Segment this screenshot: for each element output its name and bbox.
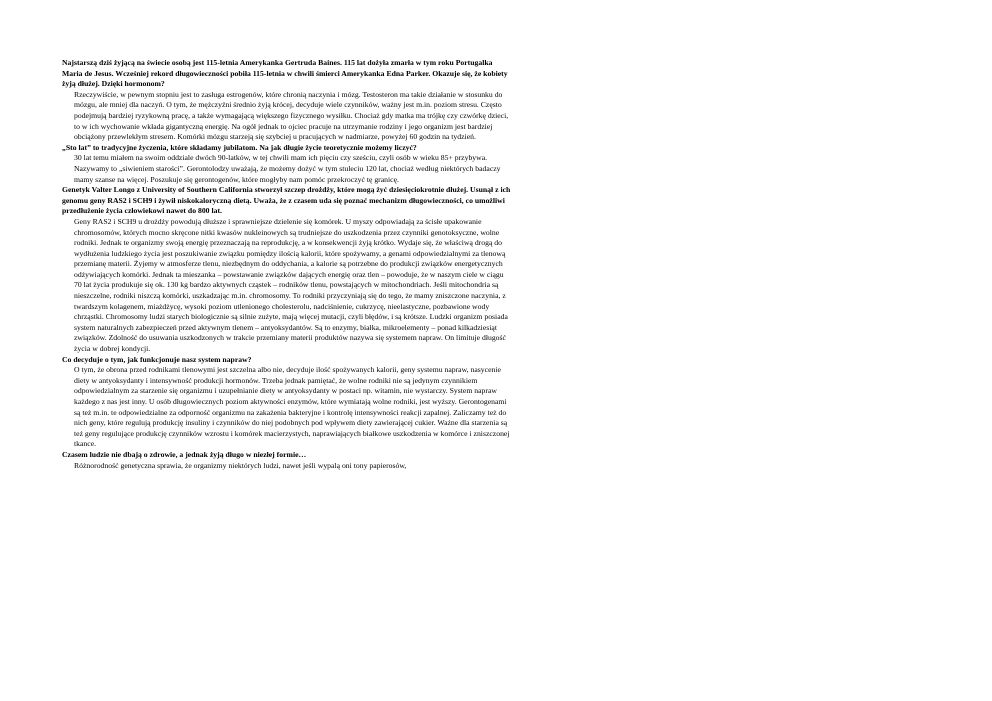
answer-1: Rzeczywiście, w pewnym stopniu jest to zasługa estrogenów, które chronią naczynia i mózg. Testosteron ma takie działanie w stosunku do mózgu, ale mniej dla naczyń. O tym, że mężczyźni średnio żyją krócej, decyduje wiele czynników, ważny jest m.in. poziom stresu. Często podejmują bardziej ryzykowną pracę, a także wymagającą większego fizycznego wysiłku. Chociaż gdy matka ma trójkę czy czwórkę dzieci, to w ich wychowanie wkłada gigantyczną energię. Na ogół jednak to ojciec pracuje na utrzymanie rodziny i jego organizm jest bardziej obciążony przewlekłym stresem. Komórki mózgu starzeją się szybciej u pracujących w nadmiarze, powyżej 60 godzin na tydzień. [74,89,509,142]
answer-4: O tym, że obrona przed rodnikami tlenowymi jest szczelna albo nie, decyduje ilość spożywanych kalorii, geny systemu napraw, nasycenie diety w antyoksydanty i intensywność produkcji hormonów. Trzeba jednak pamiętać, że wolne rodniki nie są jedynym czynnikiem odpowiedzialnym za starzenie się organizmu i uzupełnianie diety w antyoksydanty w postaci np. witamin, nie wystarczy. System napraw każdego z nas jest inny. U osób długowiecznych poziom aktywności enzymów, które wymiatają wolne rodniki, jest wyższy. Gerontogenami są też m.in. te odpowiedzialne za odporność organizmu na zakażenia bakteryjne i kontrolę intensywności reakcji zapalnej. Zaliczamy też do nich geny, które regulują produkcję insuliny i czynników do niej podobnych pod wpływem diety zawierającej cukier. Ważne dla starzenia są też geny regulujące produkcję czynników wzrostu i komórek macierzystych, naprawiających białkowe uszkodzenia w komórce i zniszczonej tkance. [74,365,510,449]
answer-3: Geny RAS2 i SCH9 u drożdży powodują dłuższe i sprawniejsze dzielenie się komórek. U myszy odpowiadają za ścisłe upakowanie chromosomów, których mocno skręcone nitki kwasów nukleinowych są trudniejsze do uszkodzenia przez czynniki genotoksyczne, wolne rodniki. Jednak te organizmy swoją energię przeznaczają na reprodukcję, a w konsekwencji żyją krótko. Wydaje się, że właściwą drogą do wydłużenia ludzkiego życia jest poszukiwanie związku pomiędzy ilością kalorii, które spożywamy, a genami odpowiedzialnymi za tlenową przemianę materii. Żyjemy w atmosferze tlenu, niezbędnym do oddychania, a kalorie są potrzebne do produkcji związków energetycznych odżywiających komórki. Jednak ta mieszanka – powstawanie związków dających energię oraz tlen – powoduje, że w naszym ciele w ciągu 70 lat życia produkuje się ok. 130 kg bardzo aktywnych cząstek – rodników tlenu, powstających w mitochondriach. Jeśli mitochondria są nieszczelne, rodniki niszczą komórki, uszkadzając m.in. chromosomy. To rodniki przyczyniają się do tego, że mamy zniszczone naczynia, z twardszym kolagenem, miażdżycę, wysoki poziom utlenionego cholesterolu, nadciśnienie, cukrzycę, nieelastyczne, pozbawione wody chrząstki. Chromosomy ludzi starych biologicznie są silnie zużyte, mają więcej mutacji, czyli błędów, i są krótsze. Ludzki organizm posiada system naturalnych zabezpieczeń przed aktywnym tlenem – antyoksydantów. Są to enzymy, białka, mikroelementy – ponad kilkadziesiąt związków. Zdolność do usuwania uszkodzonych w trakcie przemiany materii produktów nazywa się systemem napraw. On limituje długość życia w dobrej kondycji. [74,216,508,354]
answer-2: 30 lat temu miałem na swoim oddziale dwóch 90-latków, w tej chwili mam ich pięciu czy sześciu, czyli osób w wieku 85+ przybywa. Nazywamy to „siwieniem starości”. Gerontolodzy uważają, że możemy dożyć w tym stuleciu 120 lat, chociaż według niektórych badaczy mamy szanse na więcej. Poszukuje się gerontogenów, które mogłyby nam pomóc przekroczyć tę granicę. [74,153,501,184]
question-3: Genetyk Valter Longo z University of Southern California stworzył szczep drożdży, które mogą żyć dziesięciokrotnie dłużej. Usunął z ich genomu geny RAS2 i SCH9 i żywił niskokaloryczną dietą. Uważa, że z czasem uda się poznać mechanizm długowieczności, co umożliwi przedłużenie życia człowiekowi nawet do 800 lat. [62,185,511,216]
question-2: „Sto lat” to tradycyjne życzenia, które składamy jubilatom. Na jak długie życie teoretycznie możemy liczyć? [62,142,417,152]
document-page [62,58,512,471]
question-4: Co decyduje o tym, jak funkcjonuje nasz system napraw? [62,354,252,364]
question-5: Czasem ludzie nie dbają o zdrowie, a jednak żyją długo w niezłej formie… [62,449,307,459]
question-1: Najstarszą dziś żyjącą na świecie osobą jest 115-letnia Amerykanka Gertruda Baines. 115 lat dożyła zmarła w tym roku Portugalka Maria de Jesus. Wcześniej rekord długowieczności pobiła 115-letnia w chwili śmierci Amerykanka Edna Parker. Okazuje się, że kobiety żyją dłużej. Dzięki hormonom? [62,58,508,89]
answer-5: Różnorodność genetyczna sprawia, że organizmy niektórych ludzi, nawet jeśli wypalą oni tony papierosów, [74,460,407,470]
